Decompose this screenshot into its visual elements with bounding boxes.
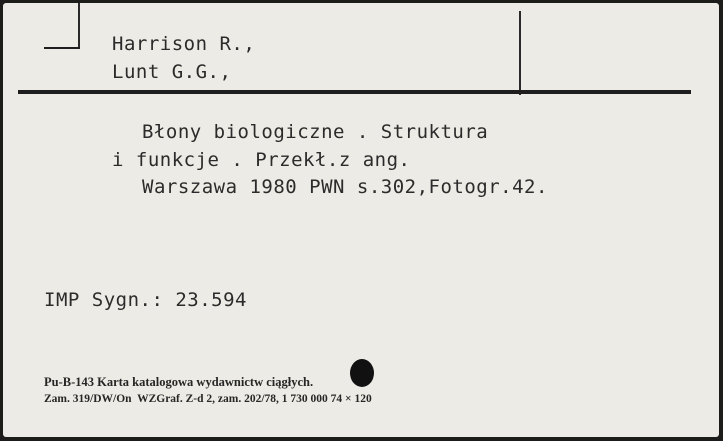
header-divider (519, 11, 521, 95)
author-line-2: Lunt G.G., (112, 61, 232, 83)
corner-bracket-horizontal (44, 47, 80, 49)
title-line-2: i funkcje . Przekł.z ang. (112, 149, 411, 171)
footer-line-2: Zam. 319/DW/On WZGraf. Z-d 2, zam. 202/78, 1 730 000 74 × 120 (44, 393, 372, 405)
catalog-card (3, 3, 719, 437)
corner-bracket-vertical (78, 3, 80, 48)
punch-hole (350, 359, 374, 387)
footer-line-1: Pu-B-143 Karta katalogowa wydawnictw ciągłych. (44, 375, 314, 389)
author-line-1: Harrison R., (112, 33, 256, 55)
title-line-3: Warszawa 1980 PWN s.302,Fotogr.42. (142, 176, 548, 198)
call-number: IMP Sygn.: 23.594 (44, 289, 247, 311)
header-rule (18, 90, 691, 94)
title-line-1: Błony biologiczne . Struktura (142, 121, 489, 143)
